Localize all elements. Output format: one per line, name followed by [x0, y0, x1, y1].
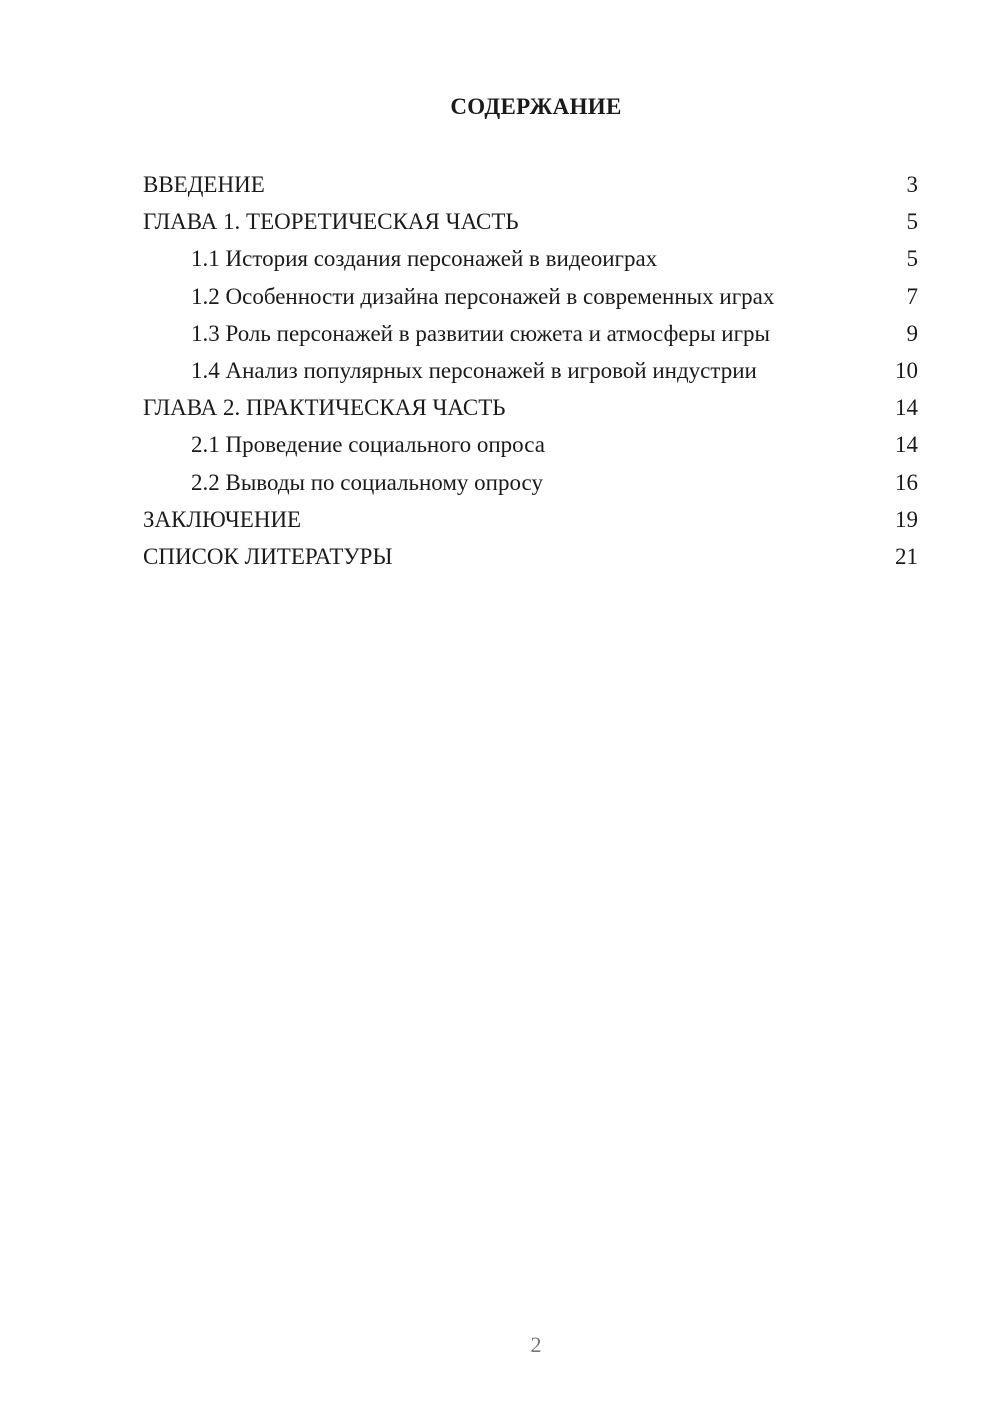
toc-entry-label: 2.1 Проведение социального опроса — [191, 432, 545, 458]
toc-entry-label: ГЛАВА 2. ПРАКТИЧЕСКАЯ ЧАСТЬ — [143, 395, 506, 421]
toc-entry — [143, 166, 918, 203]
toc-entry-label: 1.1 История создания персонажей в видеоиграх — [191, 246, 658, 272]
toc-entry-label: 1.4 Анализ популярных персонажей в игровой индустрии — [191, 357, 757, 383]
toc-entry-label: 1.3 Роль персонажей в развитии сюжета и атмосферы игры — [191, 320, 770, 346]
toc-list — [143, 166, 918, 575]
toc-subentry — [143, 426, 918, 463]
toc-entry — [143, 538, 918, 575]
page-number: 2 — [530, 1332, 542, 1357]
toc-subentry — [143, 315, 918, 352]
toc-entry-label: 2.2 Выводы по социальному опросу — [191, 469, 543, 495]
toc-entry-label: СПИСОК ЛИТЕРАТУРЫ — [143, 543, 393, 569]
toc-entry — [143, 203, 918, 240]
toc-entry-page: 14 — [895, 432, 918, 458]
toc-entry — [143, 389, 918, 426]
toc-entry-label: ВВЕДЕНИЕ — [143, 172, 265, 197]
toc-subentry — [143, 464, 918, 501]
toc-entry — [143, 501, 918, 538]
toc-subentry — [143, 352, 918, 389]
toc-entry-page: 5 — [906, 246, 918, 272]
toc-subentry — [143, 240, 918, 277]
toc-entry-label: ЗАКЛЮЧЕНИЕ — [143, 506, 302, 532]
toc-entry-label: ГЛАВА 1. ТЕОРЕТИЧЕСКАЯ ЧАСТЬ — [143, 209, 519, 235]
toc-title: СОДЕРЖАНИЕ — [450, 94, 622, 119]
toc-subentry — [143, 278, 918, 315]
toc-entry-page: 3 — [906, 172, 918, 197]
toc-entry-page: 21 — [895, 543, 918, 569]
toc-entry-page: 10 — [895, 357, 918, 383]
toc-entry-page: 19 — [895, 506, 918, 532]
toc-entry-page: 7 — [906, 283, 918, 309]
toc-entry-page: 5 — [906, 209, 918, 235]
toc-entry-page: 16 — [895, 469, 918, 495]
toc-entry-page: 14 — [895, 395, 918, 421]
toc-entry-page: 9 — [906, 320, 918, 346]
toc-entry-label: 1.2 Особенности дизайна персонажей в современных играх — [191, 283, 775, 309]
